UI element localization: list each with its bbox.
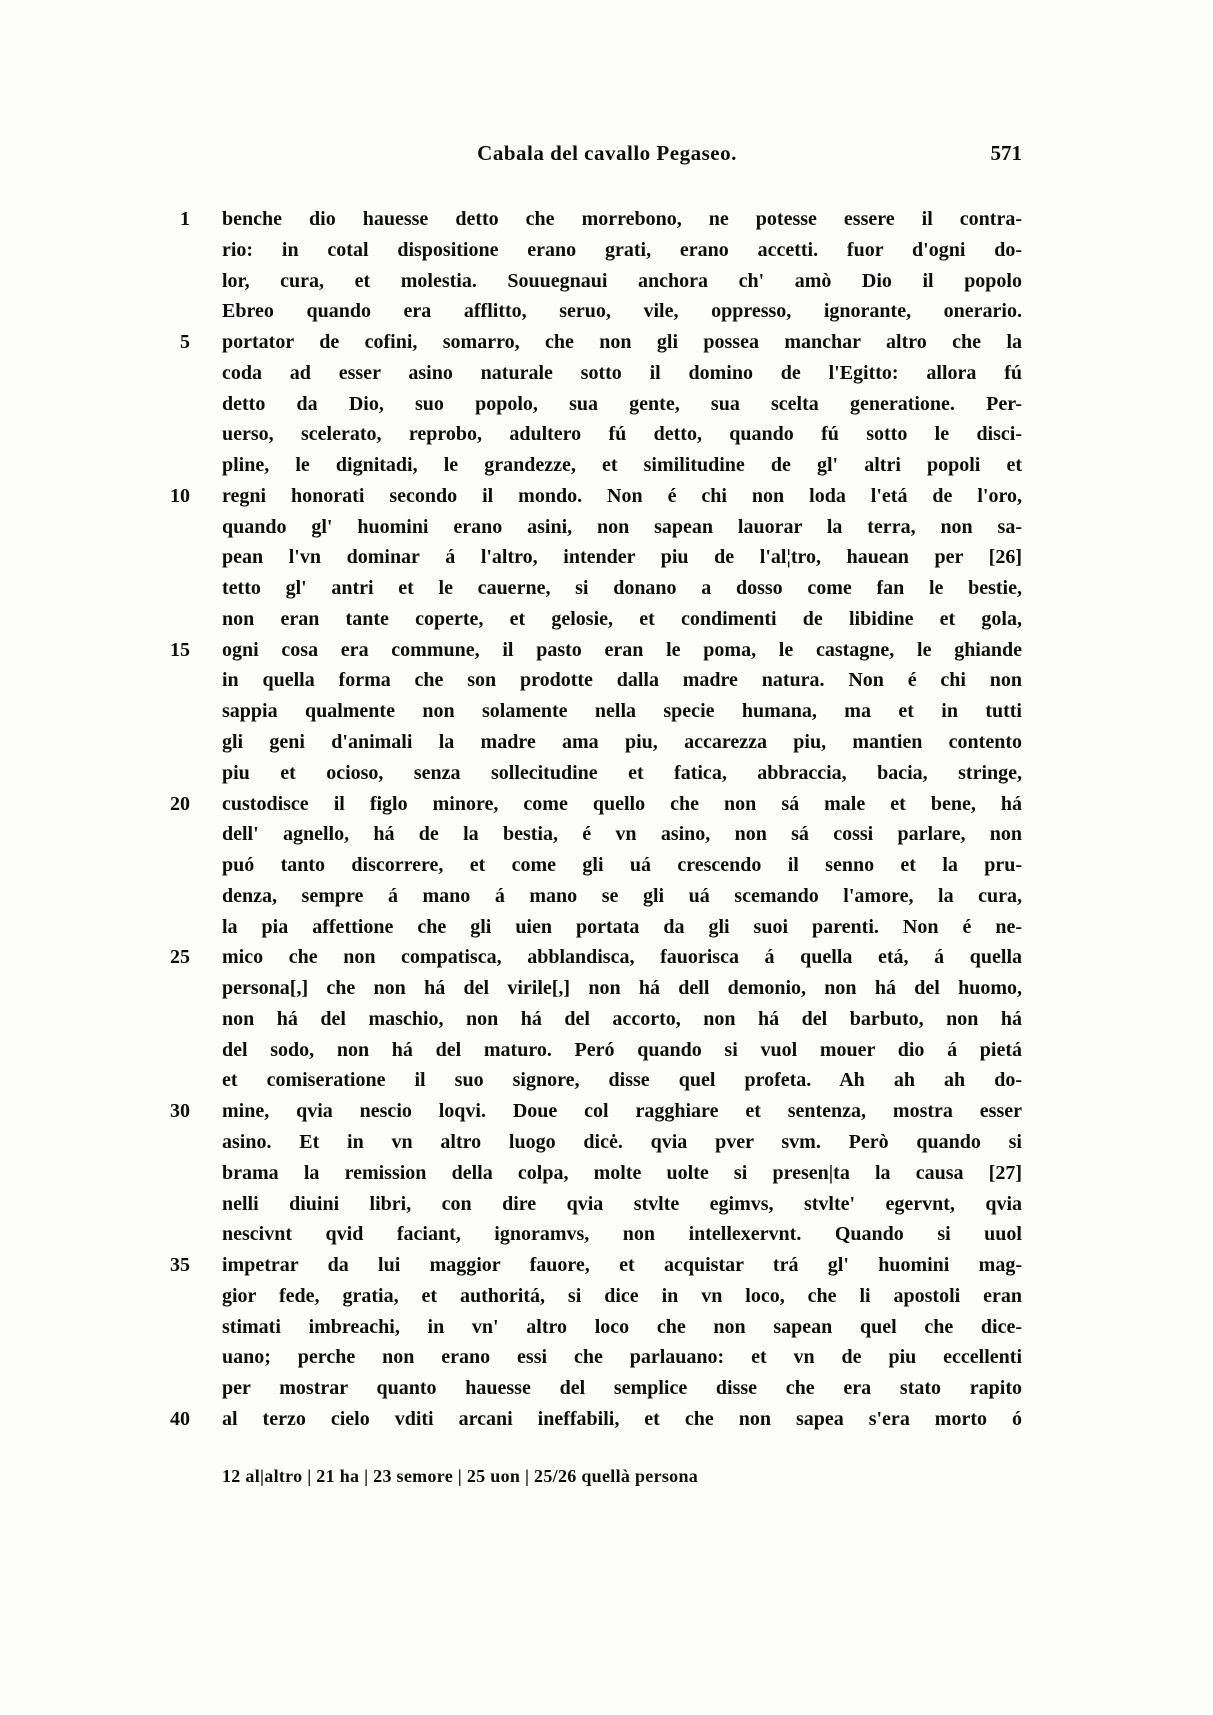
line-text: persona[,] che non há del virile[,] non há dell demonio, non há del huomo, (222, 977, 1022, 1000)
line-text: pean l'vn dominar á l'altro, intender piu de l'al¦tro, hauean per [26] (222, 546, 1022, 569)
line-number: 1 (180, 208, 190, 230)
text-line (222, 358, 1022, 389)
line-number: 10 (170, 484, 190, 507)
text-line (222, 850, 1022, 881)
footnote-text: 12 al|altro | 21 ha | 23 semore | 25 uon | 25/26 quellà persona (222, 1466, 699, 1486)
text-line (222, 758, 1022, 789)
text-line (222, 1127, 1022, 1158)
text-line (222, 1373, 1022, 1404)
line-text: piu et ocioso, senza sollecitudine et fatica, abbraccia, bacia, stringe, (222, 761, 1022, 784)
line-text: tetto gl' antri et le cauerne, si donano a dosso come fan le bestie, (222, 577, 1022, 600)
line-number: 25 (170, 946, 190, 969)
text-line (170, 1404, 1022, 1435)
text-line (222, 665, 1022, 696)
line-text: impetrar da lui maggior fauore, et acquistar trá gl' huomini mag- (222, 1254, 1022, 1277)
line-number: 40 (170, 1407, 190, 1430)
line-text: mico che non compatisca, abblandisca, fauorisca á quella etá, á quella (222, 946, 1022, 969)
line-text: coda ad esser asino naturale sotto il domino de l'Egitto: allora fú (222, 361, 1022, 384)
line-text: regni honorati secondo il mondo. Non é chi non loda l'etá de l'oro, (222, 484, 1022, 507)
text-line (222, 1004, 1022, 1035)
line-text: benche dio hauesse detto che morrebono, ne potesse essere il contra- (222, 208, 1022, 230)
line-text: stimati imbreachi, in vn' altro loco che non sapean quel che dice- (222, 1315, 1022, 1338)
line-text: nescivnt qvid faciant, ignoramvs, non intellexervnt. Quando si uuol (222, 1223, 1022, 1246)
line-text: al terzo cielo vditi arcani ineffabili, et che non sapea s'era morto ó (222, 1407, 1022, 1430)
text-block (170, 204, 1022, 1435)
line-text: ogni cosa era commune, il pasto eran le poma, le castagne, le ghiande (222, 638, 1022, 661)
text-line (222, 1065, 1022, 1096)
line-text: per mostrar quanto hauesse del semplice disse che era stato rapito (222, 1377, 1022, 1400)
text-line (222, 819, 1022, 850)
line-text: brama la remission della colpa, molte uolte si presen|ta la causa [27] (222, 1161, 1022, 1184)
text-line (180, 204, 1022, 235)
text-line (222, 235, 1022, 266)
text-line (222, 1189, 1022, 1220)
line-number: 15 (170, 638, 190, 661)
text-line (170, 1096, 1022, 1127)
line-text: uano; perche non erano essi che parlauano: et vn de piu eccellenti (222, 1346, 1022, 1369)
text-line (222, 573, 1022, 604)
footnote (222, 1466, 1022, 1487)
text-line (180, 327, 1022, 358)
text-line (222, 604, 1022, 635)
line-text: custodisce il figlo minore, come quello che non sá male et bene, há (222, 792, 1022, 815)
text-line (222, 696, 1022, 727)
text-line (222, 512, 1022, 543)
running-title: Cabala del cavallo Pegaseo. (477, 141, 737, 165)
line-text: puó tanto discorrere, et come gli uá crescendo il senno et la pru- (222, 854, 1022, 877)
text-line (222, 419, 1022, 450)
text-line (222, 1342, 1022, 1373)
line-text: nelli diuini libri, con dire qvia stvlte egimvs, stvlte' egervnt, qvia (222, 1192, 1022, 1215)
line-text: quando gl' huomini erano asini, non sapean lauorar la terra, non sa- (222, 515, 1022, 538)
line-text: et comiseratione il suo signore, disse quel profeta. Ah ah ah do- (222, 1069, 1022, 1092)
line-text: portator de cofini, somarro, che non gli possea manchar altro che la (222, 331, 1022, 354)
text-line (170, 942, 1022, 973)
text-line (222, 1281, 1022, 1312)
line-text: lor, cura, et molestia. Souuegnaui anchora ch' amò Dio il popolo (222, 269, 1022, 292)
text-line (222, 973, 1022, 1004)
line-text: non eran tante coperte, et gelosie, et condimenti de libidine et gola, (222, 607, 1022, 630)
text-line (170, 635, 1022, 666)
text-line (222, 450, 1022, 481)
line-text: dell' agnello, há de la bestia, é vn asino, non sá cossi parlare, non (222, 823, 1022, 846)
line-text: uerso, scelerato, reprobo, adultero fú detto, quando fú sotto le disci- (222, 423, 1022, 446)
text-line (170, 1250, 1022, 1281)
text-line (222, 1035, 1022, 1066)
line-text: la pia affettione che gli uien portata da gli suoi parenti. Non é ne- (222, 915, 1022, 938)
page-header (222, 141, 1022, 171)
line-text: denza, sempre á mano á mano se gli uá scemando l'amore, la cura, (222, 884, 1022, 907)
line-text: gli geni d'animali la madre ama piu, accarezza piu, mantien contento (222, 731, 1022, 754)
page-number: 571 (990, 141, 1022, 165)
line-text: sappia qualmente non solamente nella specie humana, ma et in tutti (222, 700, 1022, 723)
line-number: 5 (180, 331, 190, 354)
line-text: mine, qvia nescio loqvi. Doue col ragghiare et sentenza, mostra esser (222, 1100, 1022, 1123)
line-text: non há del maschio, non há del accorto, non há del barbuto, non há (222, 1007, 1022, 1030)
text-line (222, 542, 1022, 573)
line-text: Ebreo quando era afflitto, seruo, vile, oppresso, ignorante, onerario. (222, 300, 1022, 323)
text-line (222, 266, 1022, 297)
text-line (222, 1312, 1022, 1343)
line-text: in quella forma che son prodotte dalla madre natura. Non é chi non (222, 669, 1022, 692)
text-line (222, 727, 1022, 758)
text-line (222, 296, 1022, 327)
line-number: 20 (170, 792, 190, 815)
line-text: detto da Dio, suo popolo, sua gente, sua scelta generatione. Per- (222, 392, 1022, 415)
line-text: gior fede, gratia, et authoritá, si dice in vn loco, che li apostoli eran (222, 1284, 1022, 1307)
text-line (170, 481, 1022, 512)
text-line (222, 912, 1022, 943)
text-line (222, 881, 1022, 912)
text-line (222, 389, 1022, 420)
line-text: del sodo, non há del maturo. Peró quando si vuol mouer dio á pietá (222, 1038, 1022, 1061)
line-text: asino. Et in vn altro luogo dicė. qvia pver svm. Però quando si (222, 1130, 1022, 1153)
line-text: pline, le dignitadi, le grandezze, et similitudine de gl' altri popoli et (222, 454, 1022, 477)
line-text: rio: in cotal dispositione erano grati, erano accetti. fuor d'ogni do- (222, 238, 1022, 261)
text-line (170, 789, 1022, 820)
text-line (222, 1158, 1022, 1189)
line-number: 35 (170, 1254, 190, 1277)
line-number: 30 (170, 1100, 190, 1123)
text-line (222, 1219, 1022, 1250)
